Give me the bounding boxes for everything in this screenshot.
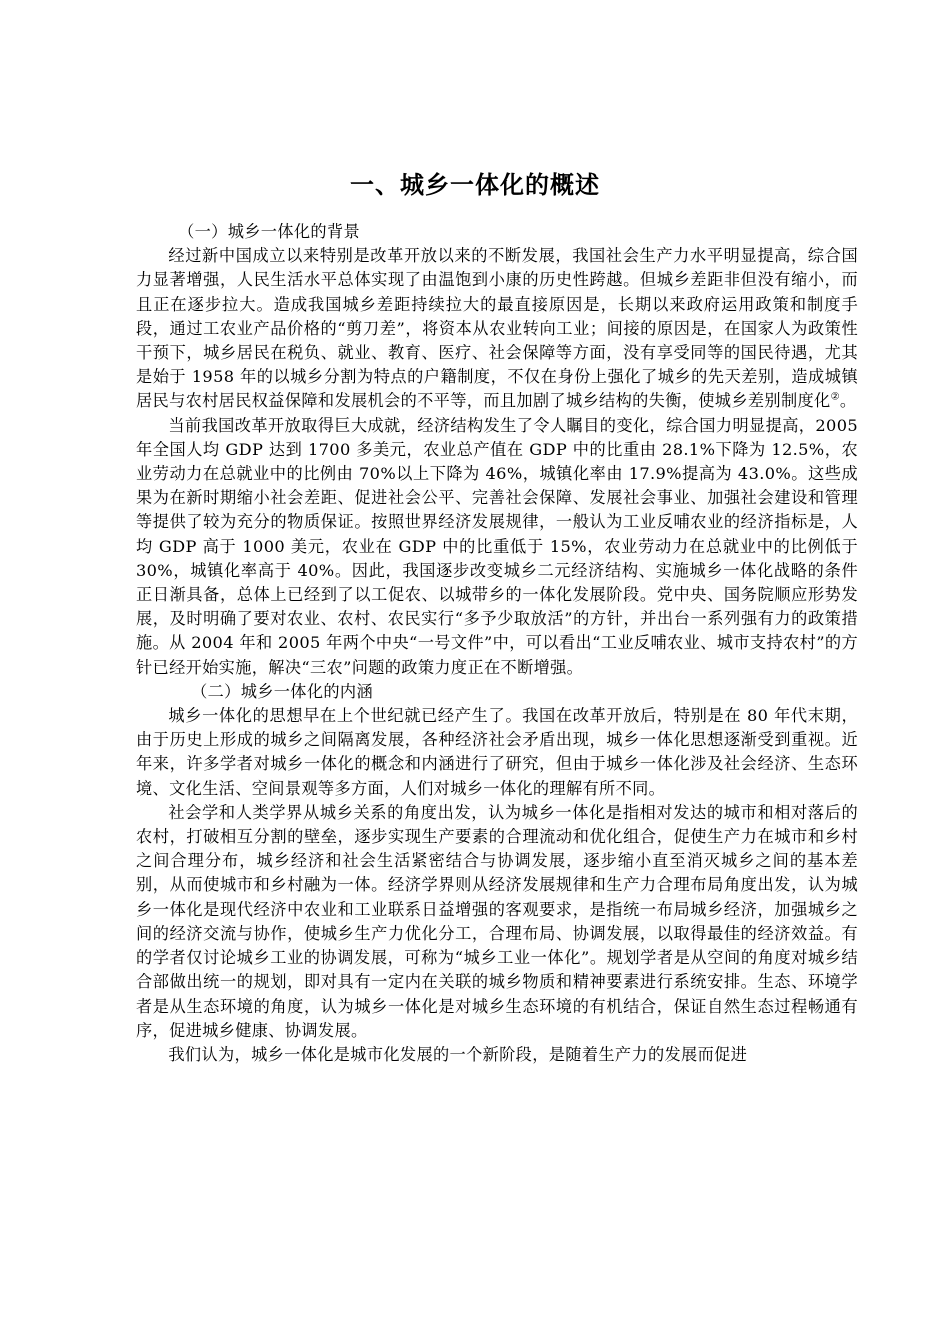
section-heading-background: （一）城乡一体化的背景 (178, 222, 361, 241)
paragraph-5: 我们认为，城乡一体化是城市化发展的一个新阶段，是随着生产力的发展而促进 (168, 1044, 748, 1064)
document-title: 一、城乡一体化的概述 (350, 171, 600, 199)
document-body (136, 220, 858, 1067)
paragraph-1-text: 经过新中国成立以来特别是改革开放以来的不断发展，我国社会生产力水平明显提高，综合国力显著增强，人民生活水平总体实现了由温饱到小康的历史性跨越。但城乡差距非但没有缩小，而且正在逐步拉大。造成我国城乡差距持续拉大的最直接原因是，长期以来政府运用政策和制度手段，通过工农业产品价格的“剪刀差”，将资本从农业转向工业；间接的原因是，在国家人为政策性干预下，城乡居民在税负、就业、教育、医疗、社会保障等方面，没有享受同等的国民待遇，尤其是始于 1958 年的以城乡分割为特点的户籍制度，不仅在身份上强化了城乡的先天差别，造成城镇居民与农村居民权益保障和发展机会的不平等，而且加剧了城乡结构的失衡，使城乡差别制度化 (136, 246, 858, 411)
paragraph-1-end: 。 (839, 391, 857, 411)
footnote-marker: ② (830, 392, 840, 404)
paragraph-3: 城乡一体化的思想早在上个世纪就已经产生了。我国在改革开放后，特别是在 80 年代末期，由于历史上形成的城乡之间隔离发展，各种经济社会矛盾出现，城乡一体化思想逐渐受到重视。近年来，许多学者对城乡一体化的概念和内涵进行了研究，但由于城乡一体化涉及社会经济、生态环境、文化生活、空间景观等多方面，人们对城乡一体化的理解有所不同。 (136, 706, 858, 798)
paragraph-1 (136, 244, 858, 413)
paragraph-2: 当前我国改革开放取得巨大成就，经济结构发生了令人瞩目的变化，综合国力明显提高，2005 年全国人均 GDP 达到 1700 多美元，农业总产值在 GDP 中的比重由 28.1%下降为 12.5%，农业劳动力在总就业中的比例由 70%以上下降为 46%，城镇化率由 17.9%提高为 43.0%。这些成果为在新时期缩小社会差距、促进社会公平、完善社会保障、发展社会事业、加强社会建设和管理等提供了较为充分的物质保证。按照世界经济发展规律，一般认为工业反哺农业的经济指标是，人均 GDP 高于 1000 美元，农业在 GDP 中的比重低于 15%，农业劳动力在总就业中的比例低于 30%，城镇化率高于 40%。因此，我国逐步改变城乡二元经济结构、实施城乡一体化战略的条件正日渐具备，总体上已经到了以工促农、以城带乡的一体化发展阶段。党中央、国务院顺应形势发展，及时明确了要对农业、农村、农民实行“多予少取放活”的方针，并出台一系列强有力的政策措施。从 2004 年和 2005 年两个中央“一号文件”中，可以看出“工业反哺农业、城市支持农村”的方针已经开始实施，解决“三农”问题的政策力度正在不断增强。 (136, 415, 858, 677)
section-heading-connotation: （二）城乡一体化的内涵 (191, 681, 373, 701)
paragraph-4: 社会学和人类学界从城乡关系的角度出发，认为城乡一体化是指相对发达的城市和相对落后的农村，打破相互分割的壁垒，逐步实现生产要素的合理流动和优化组合，促使生产力在城市和乡村之间合理分布，城乡经济和社会生活紧密结合与协调发展，逐步缩小直至消灭城乡之间的基本差别，从而使城市和乡村融为一体。经济学界则从经济发展规律和生产力合理布局角度出发，认为城乡一体化是现代经济中农业和工业联系日益增强的客观要求，是指统一布局城乡经济，加强城乡之间的经济交流与协作，使城乡生产力优化分工，合理布局、协调发展，以取得最佳的经济效益。有的学者仅讨论城乡工业的协调发展，可称为“城乡工业一体化”。规划学者是从空间的角度对城乡结合部做出统一的规划，即对具有一定内在关联的城乡物质和精神要素进行系统安排。生态、环境学者是从生态环境的角度，认为城乡一体化是对城乡生态环境的有机结合，保证自然生态过程畅通有序，促进城乡健康、协调发展。 (136, 802, 858, 1040)
